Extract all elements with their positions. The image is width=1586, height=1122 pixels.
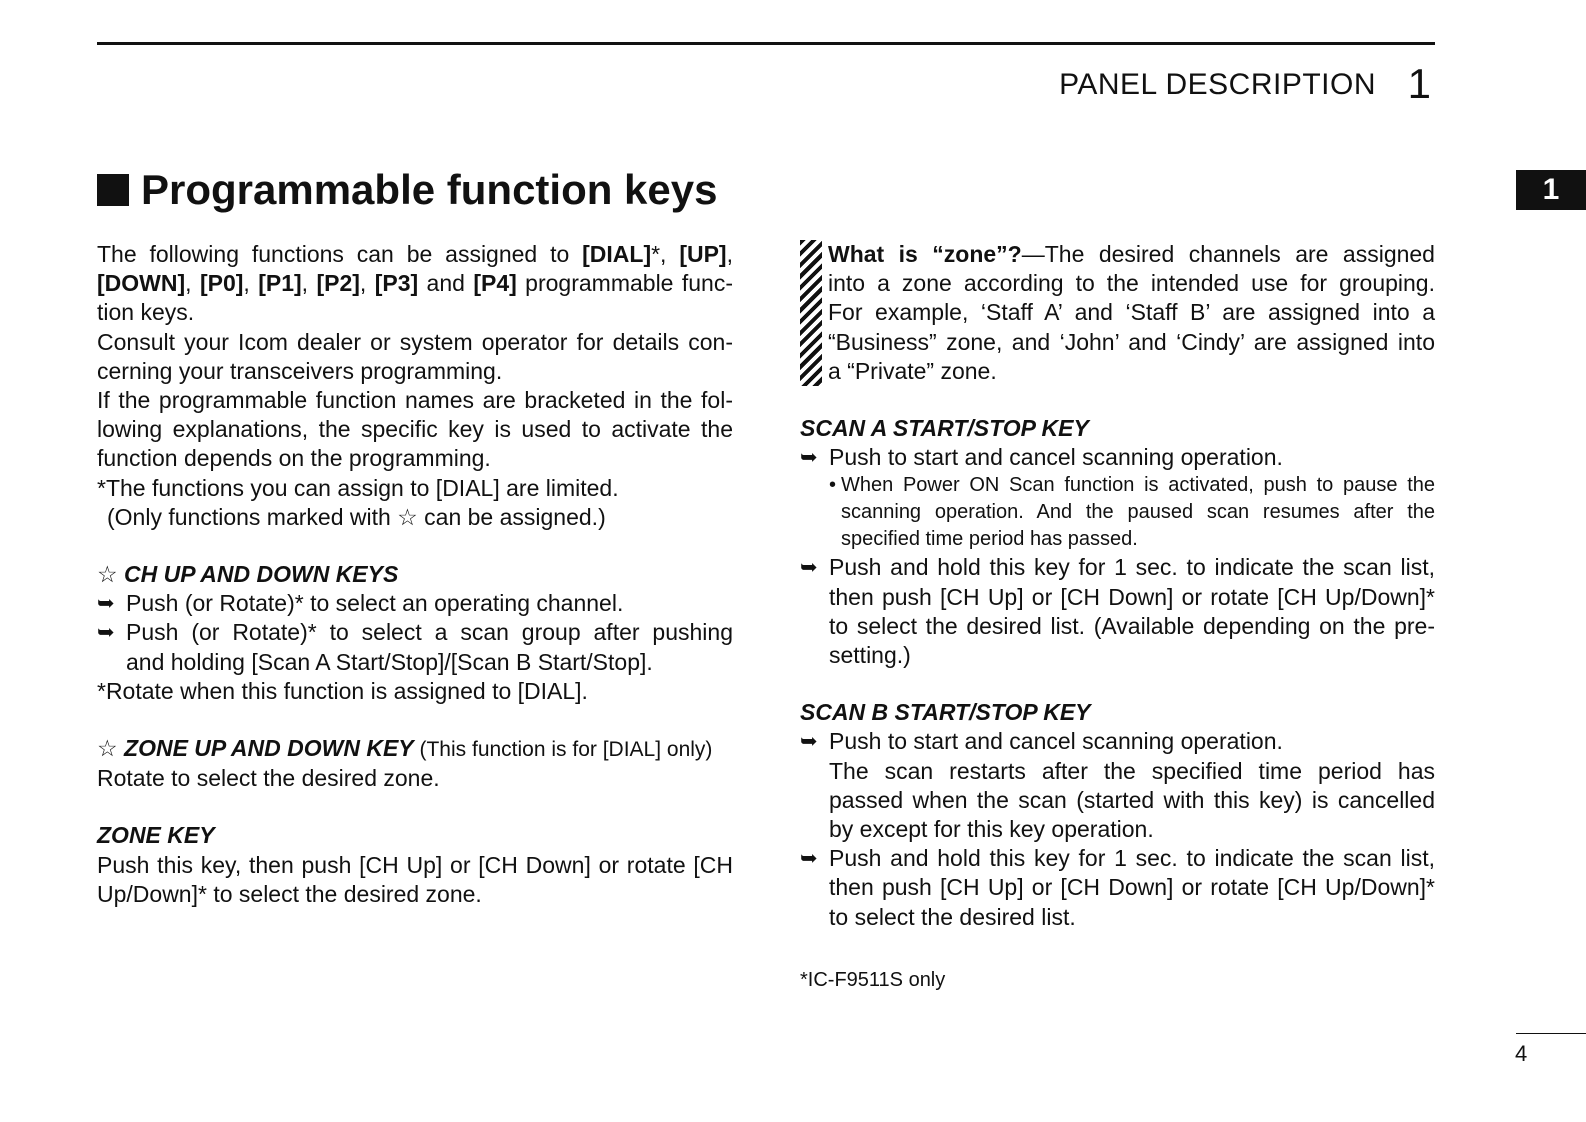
zone-updown-text: Rotate to select the desired zone. (97, 765, 440, 792)
heading-text: Programmable function keys (141, 166, 718, 213)
dial-note-2: (Only functions marked with ☆ can be assigned.) (107, 503, 606, 530)
arrow-icon: ➥ (800, 730, 818, 754)
ch-updown-bullet-1: ➥ Push (or Rotate)* to select an operating channel. (97, 589, 733, 618)
intro-line-1: The following functions can be assigned to [DIAL]*, [UP], (97, 241, 733, 267)
arrow-icon: ➥ (800, 847, 818, 871)
scan-b-bullet-1: ➥ Push to start and cancel scanning operation. (800, 727, 1435, 756)
ch-updown-bullet-2: ➥ Push (or Rotate)* to select a scan group after pushing and holding [Scan A Start/Stop]/[Scan B Start/Stop]. (97, 618, 733, 676)
square-bullet-icon (97, 174, 129, 206)
scan-b-title: SCAN B START/STOP KEY (800, 699, 1091, 726)
scan-b-text: The scan restarts after the specified time period has passed when the scan (started with this key) is cancelled by except for this key operation. (829, 757, 1435, 843)
zone-key-text-1: Push this key, then push [CH Up] or [CH Down] or rotate [CH (97, 851, 733, 878)
zone-definition-note: What is “zone”?—The desired channels are assigned into a zone according to the intended use for grouping. For example, ‘Staff A’ and ‘Staff B’ are assigned into a “Business” zone, and ‘John’ and ‘Cindy’ are assigned into a “Private” zone. (800, 240, 1435, 386)
arrow-icon: ➥ (97, 621, 115, 645)
consult-line-2: cerning your transceivers programming. (97, 357, 503, 384)
section-title: PANEL DESCRIPTION (1059, 68, 1376, 101)
consult-line-1: Consult your Icom dealer or system operator for details con- (97, 328, 733, 355)
bottom-rule (1516, 1033, 1586, 1034)
dot-icon: • (829, 474, 837, 497)
footnote: *IC-F9511S only (800, 968, 946, 991)
bracket-line-3: function depends on the programming. (97, 445, 491, 472)
ch-updown-title: ☆ CH UP AND DOWN KEYS (97, 561, 399, 588)
intro-line-2: [DOWN], [P0], [P1], [P2], [P3] and [P4] programmable func- (97, 270, 734, 297)
star-icon: ☆ (97, 561, 118, 588)
intro-line-3: tion keys. (97, 299, 195, 326)
page-heading (97, 166, 718, 214)
top-rule (97, 42, 1435, 45)
scan-b-bullet-2: ➥ Push and hold this key for 1 sec. to indicate the scan list, then push [CH Up] or [CH Down] or rotate [CH Up/Down]* to select the desired list. (800, 844, 1435, 932)
scan-a-bullet-2: ➥ Push and hold this key for 1 sec. to indicate the scan list, then push [CH Up] or [CH Down] or rotate [CH Up/Down]* to select the desired list. (Available depending on the pre- setting.) (800, 553, 1435, 670)
dial-note-1: *The functions you can assign to [DIAL] are limited. (97, 474, 619, 501)
chapter-tab: 1 (1516, 170, 1586, 210)
star-icon: ☆ (97, 735, 118, 762)
left-column (97, 240, 733, 909)
hatch-marker (800, 240, 822, 386)
scan-a-bullet-1: ➥ Push to start and cancel scanning operation. (800, 443, 1435, 472)
zone-updown-title: ☆ ZONE UP AND DOWN KEY (This function is for [DIAL] only) (97, 735, 713, 762)
page-number: 4 (1515, 1041, 1528, 1066)
zone-key-title: ZONE KEY (97, 822, 215, 849)
right-column (800, 240, 1435, 995)
arrow-icon: ➥ (800, 446, 818, 470)
scan-a-note: • When Power ON Scan function is activated, push to pause the scanning operation. And the paused scan resumes after the specified time period has passed. (800, 472, 1435, 553)
arrow-icon: ➥ (97, 592, 115, 616)
arrow-icon: ➥ (800, 556, 818, 580)
scan-a-title: SCAN A START/STOP KEY (800, 415, 1089, 442)
zone-key-text-2: Up/Down]* to select the desired zone. (97, 880, 482, 907)
ch-updown-note: *Rotate when this function is assigned to [DIAL]. (97, 677, 588, 704)
bracket-line-1: If the programmable function names are bracketed in the fol- (97, 387, 733, 414)
section-number: 1 (1407, 60, 1431, 107)
bracket-line-2: lowing explanations, the specific key is used to activate the (97, 416, 733, 443)
